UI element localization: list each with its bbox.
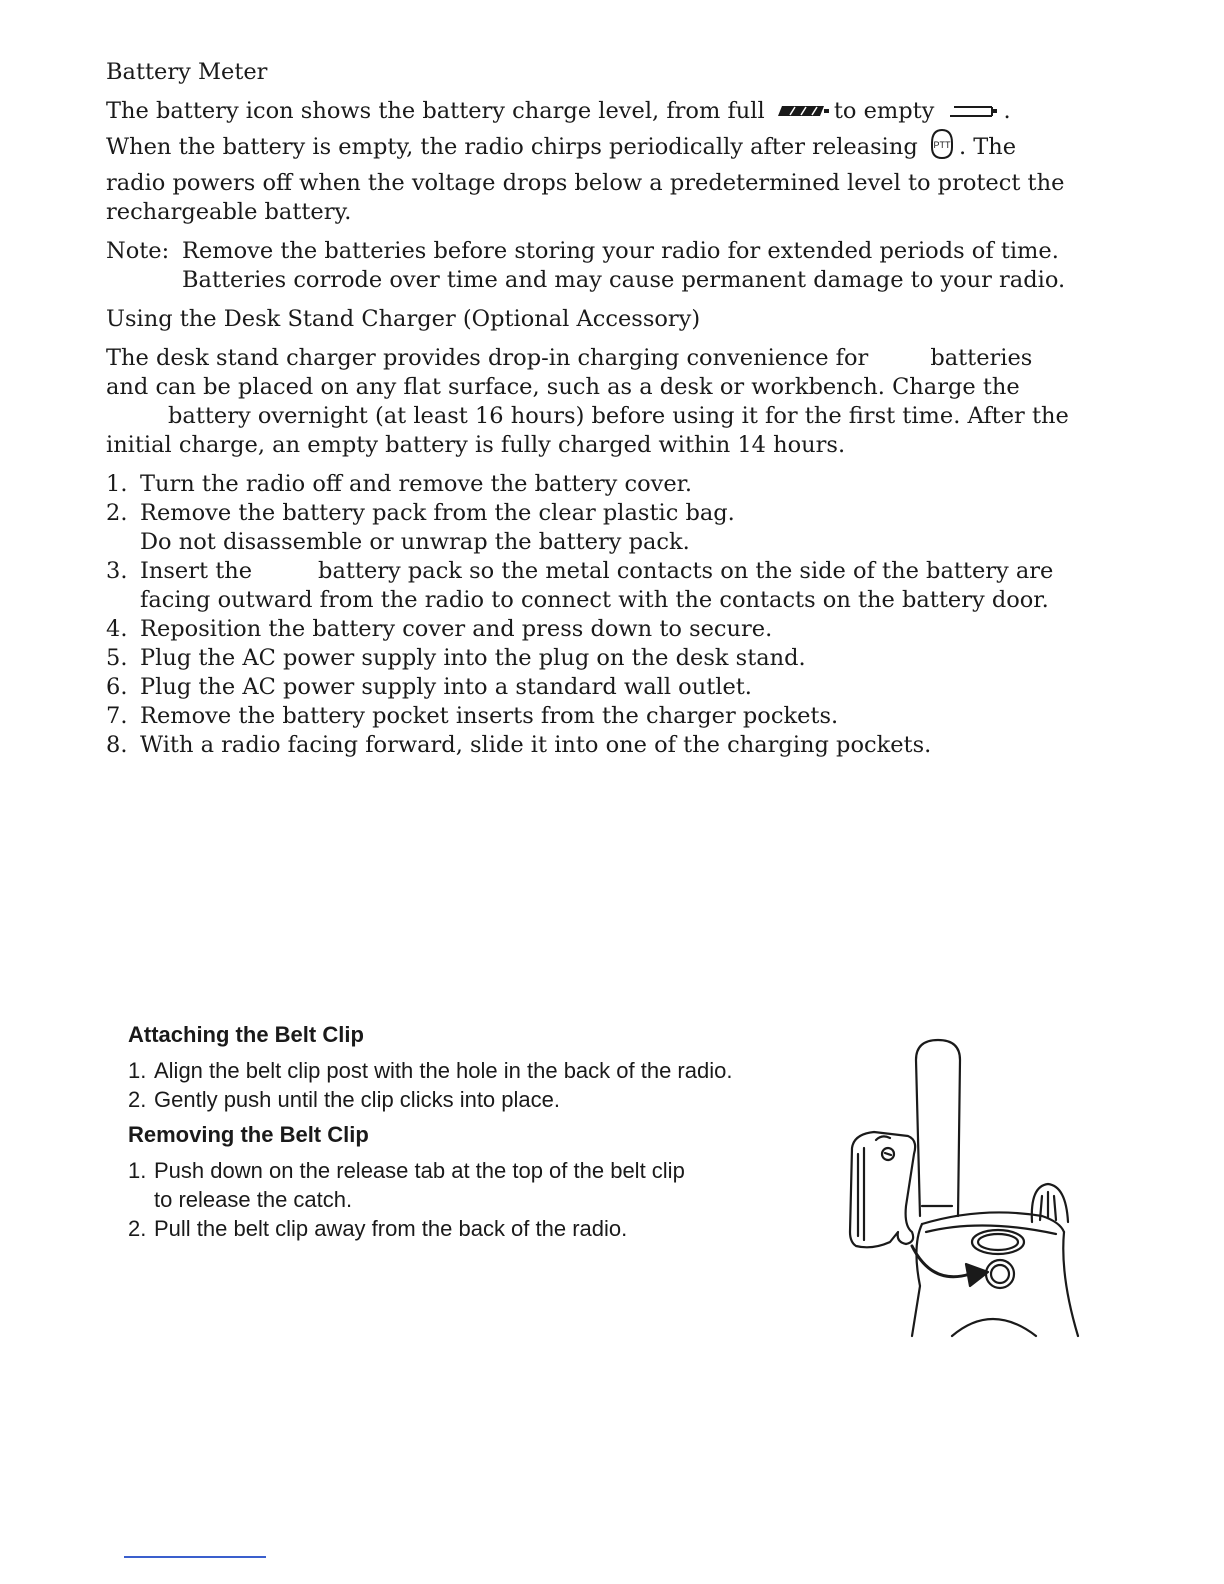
desk-charger-text-2: batteries and can be placed on any flat surface, such as a desk or workbench. Charge the <box>106 344 1033 400</box>
attach-belt-clip-heading: Attaching the Belt Clip <box>128 1022 364 1047</box>
belt-clip-shape <box>850 1132 915 1247</box>
ptt-label: PTT <box>933 139 951 150</box>
list-item: 2. Gently push until the clip clicks into place. <box>128 1087 560 1112</box>
list-item: 1. Turn the radio off and remove the battery cover. <box>106 470 693 497</box>
ptt-button-icon <box>929 127 955 169</box>
battery-full-icon <box>776 98 830 127</box>
footer-rule <box>124 1556 266 1558</box>
list-item: 1. Push down on the release tab at the top of the belt clip to release the catch. <box>128 1158 685 1212</box>
list-item: 2. Remove the battery pack from the clear plastic bag. Do not disassemble or unwrap the battery pack. <box>106 499 735 555</box>
desk-charger-paragraph <box>106 344 1071 460</box>
battery-meter-text-1: The battery icon shows the battery charge level, from full <box>106 98 765 124</box>
antenna-shape <box>916 1040 960 1216</box>
belt-clip-section <box>128 1020 848 1249</box>
desk-charger-text-1: The desk stand charger provides drop-in charging convenience for <box>106 344 869 371</box>
list-item: 2. Pull the belt clip away from the back of the radio. <box>128 1216 628 1241</box>
list-item: 8. With a radio facing forward, slide it into one of the charging pockets. <box>106 731 932 758</box>
desk-charger-heading: Using the Desk Stand Charger (Optional Accessory) <box>106 305 701 332</box>
note-label: Note: <box>106 237 170 264</box>
remove-belt-clip-heading: Removing the Belt Clip <box>128 1122 369 1147</box>
list-item: 3. Insert the battery pack so the metal contacts on the side of the battery are facing outward from the radio to connect with the contacts on the battery door. <box>106 557 1054 613</box>
list-item: 5. Plug the AC power supply into the plug on the desk stand. <box>106 644 806 671</box>
list-item: 7. Remove the battery pocket inserts from the charger pockets. <box>106 702 839 729</box>
battery-empty-icon <box>946 98 1000 127</box>
radio-belt-clip-illustration <box>842 1036 1082 1342</box>
note-block <box>106 237 1071 295</box>
list-item: 4. Reposition the battery cover and press down to secure. <box>106 615 773 642</box>
list-item: 1. Align the belt clip post with the hole in the back of the radio. <box>128 1058 733 1083</box>
battery-meter-heading: Battery Meter <box>106 59 268 85</box>
desk-charger-text-3: battery overnight (at least 16 hours) before using it for the first time. After the initial charge, an empty battery is fully charged within 14 hours. <box>106 402 1069 458</box>
remove-steps-list <box>128 1156 848 1243</box>
battery-meter-text-4: . The radio powers off when the voltage drops below a predetermined level to protect the rechargeable battery. <box>106 133 1065 225</box>
battery-meter-paragraph <box>106 97 1071 227</box>
battery-and-charger-section <box>106 58 1071 760</box>
battery-meter-text-3: . When the battery is empty, the radio chirps periodically after releasing <box>106 98 1011 160</box>
list-item: 6. Plug the AC power supply into a standard wall outlet. <box>106 673 752 700</box>
charger-steps-list <box>106 470 1071 760</box>
battery-meter-text-2: to empty <box>833 98 935 124</box>
attach-steps-list <box>128 1056 848 1114</box>
note-text: Remove the batteries before storing your radio for extended periods of time. Batteries corrode over time and may cause permanent damage to your radio. <box>182 237 1066 293</box>
